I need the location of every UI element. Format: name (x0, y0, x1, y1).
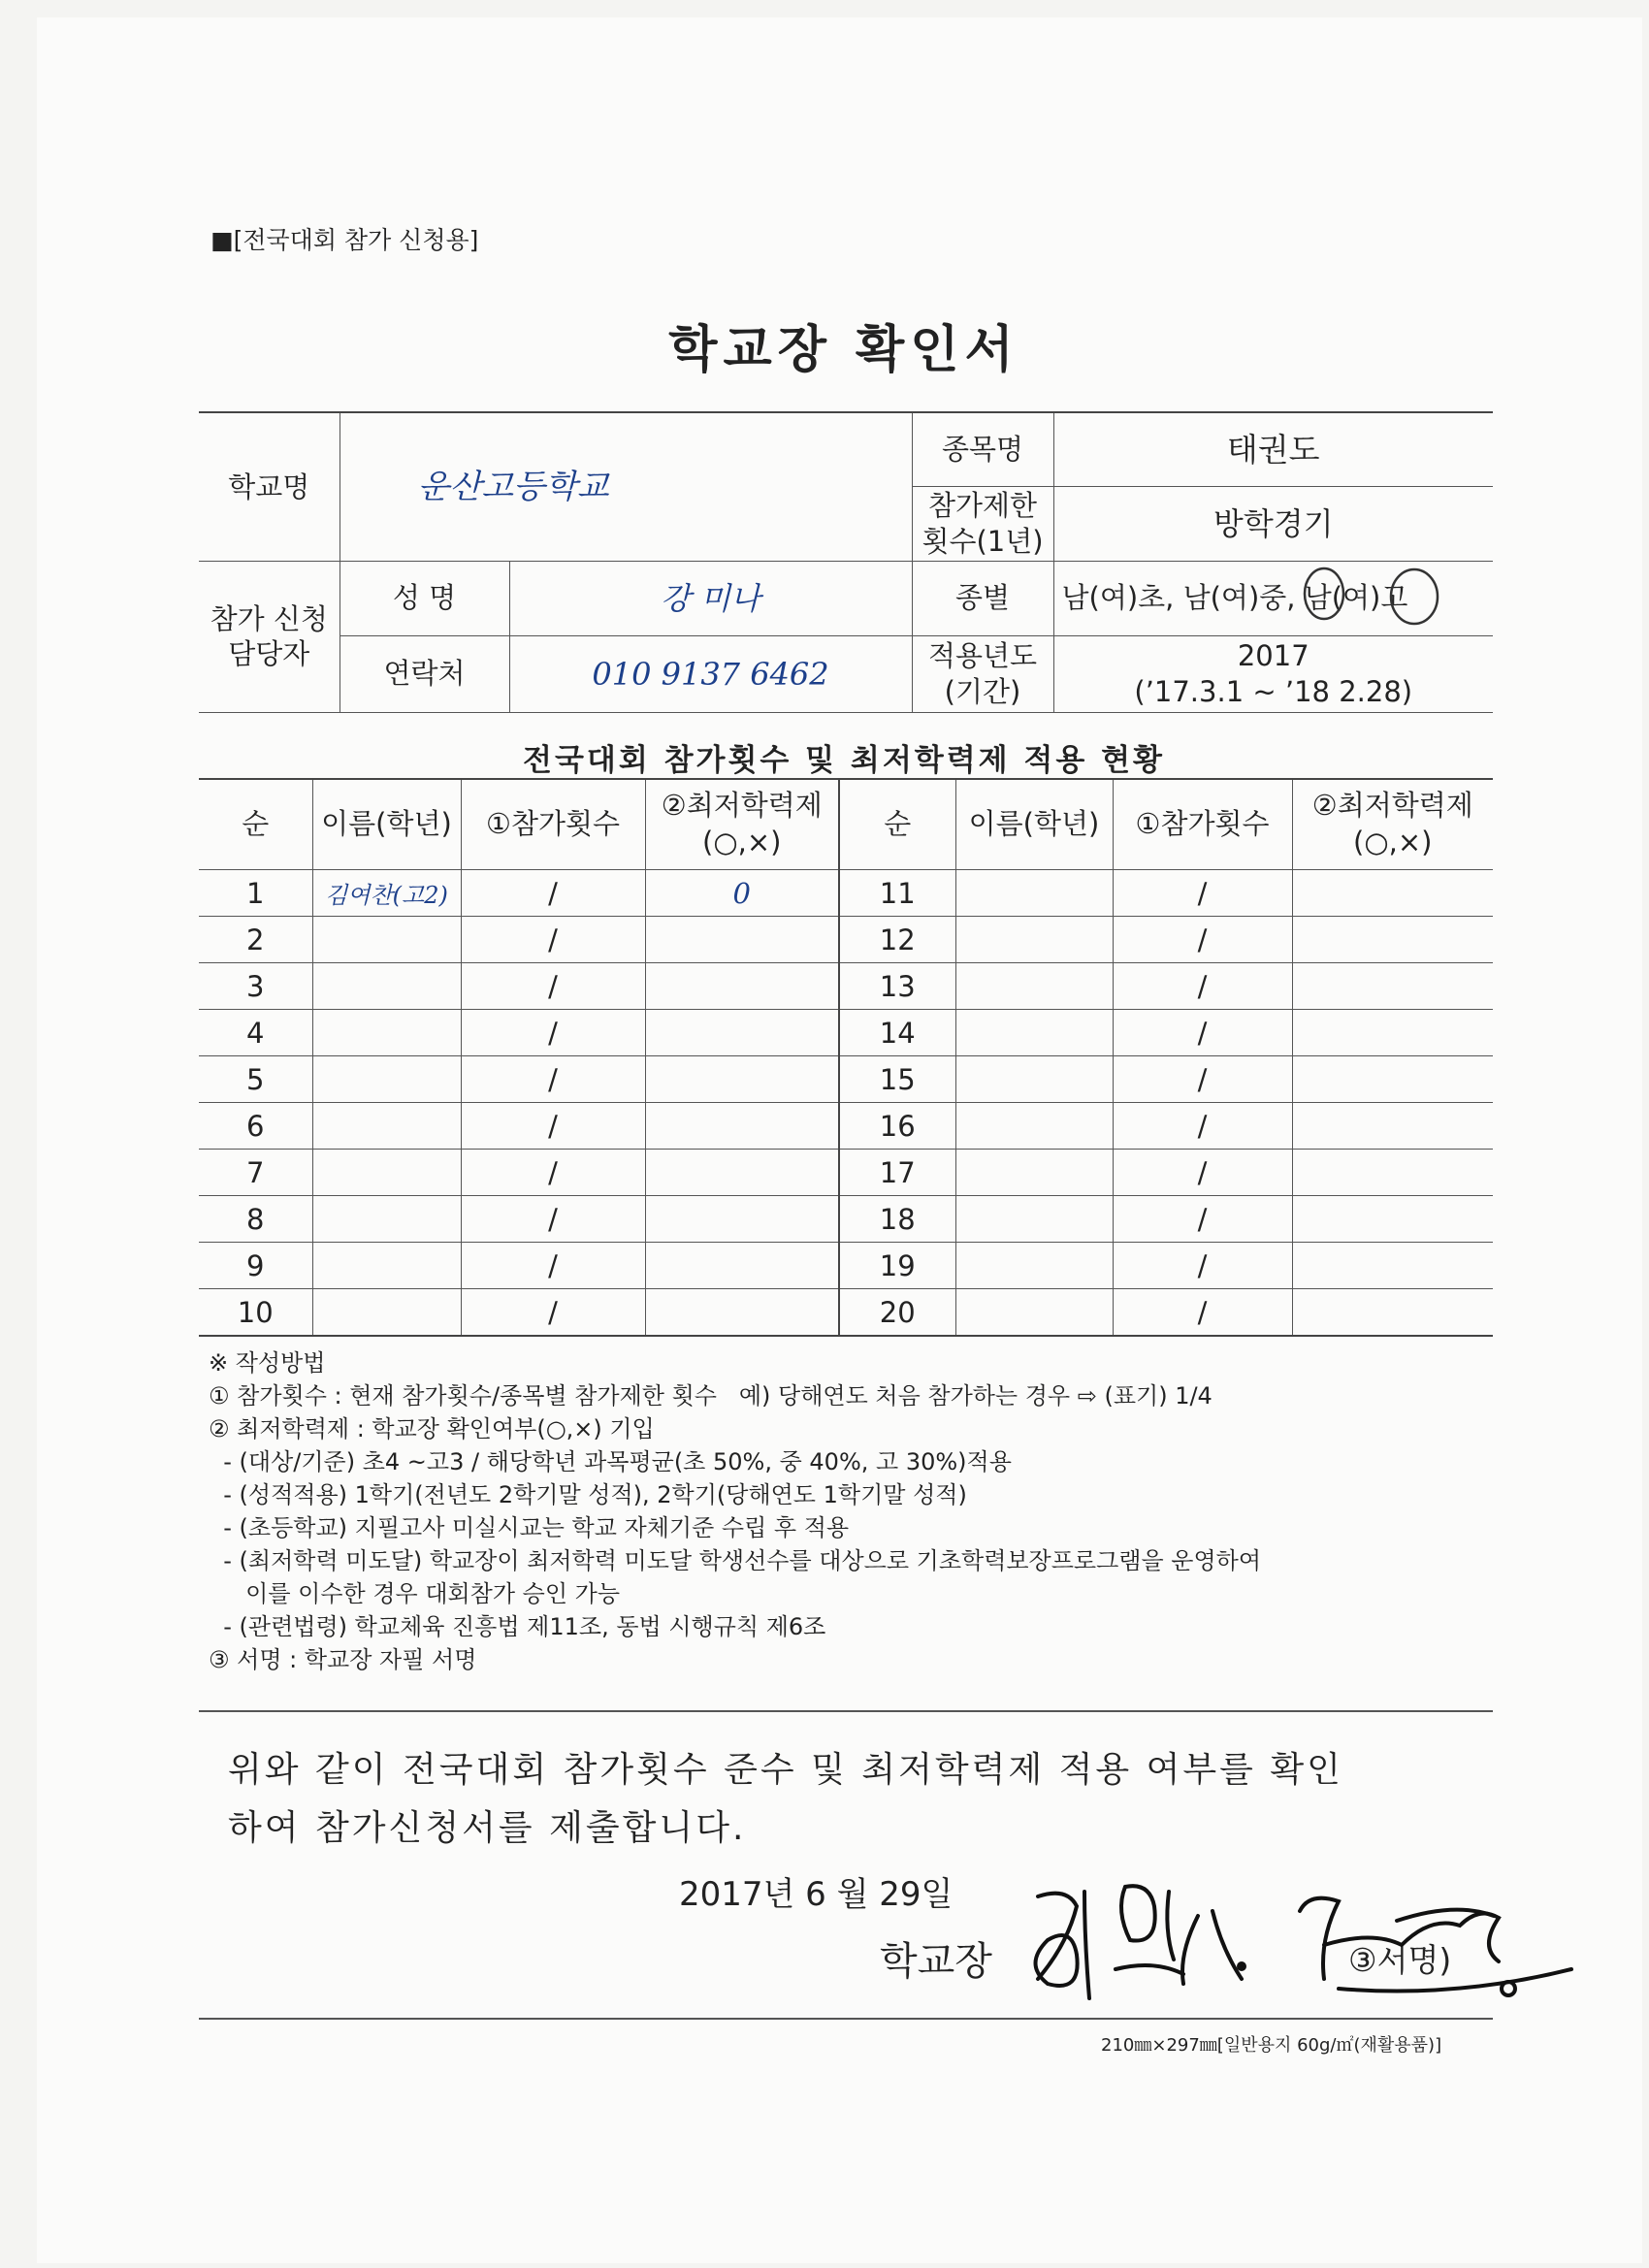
cell-count: / (1113, 963, 1292, 1010)
cell-name (312, 917, 461, 963)
col-header-check: ②최저학력제 (○,×) (645, 779, 839, 870)
statement-line-2: 하여 참가신청서를 제출합니다. (228, 1808, 747, 1848)
cell-check (1292, 1196, 1493, 1243)
cell-no: 12 (839, 917, 955, 963)
cell-no: 13 (839, 963, 955, 1010)
cell-name (312, 1010, 461, 1056)
col-header-count: ①참가횟수 (461, 779, 645, 870)
instruction-line: ※ 작성방법 (209, 1349, 326, 1377)
status-table (199, 778, 1493, 1337)
event-value: 태권도 (1053, 412, 1493, 486)
cell-name (312, 963, 461, 1010)
cell-no: 16 (839, 1103, 955, 1150)
table-row (199, 1243, 1493, 1289)
cell-name (955, 963, 1113, 1010)
name-label: 성 명 (340, 561, 509, 635)
cell-count: / (461, 1289, 645, 1337)
table-row (199, 1056, 1493, 1103)
cell-count: / (1113, 1010, 1292, 1056)
table-row (199, 1150, 1493, 1196)
cell-check (645, 1056, 839, 1103)
cell-no: 2 (199, 917, 312, 963)
cell-count: / (1113, 1196, 1292, 1243)
principal-label: 학교장 (880, 1939, 992, 1984)
limit-value: 방학경기 (1053, 486, 1493, 561)
cell-count: / (461, 917, 645, 963)
cell-count: / (461, 963, 645, 1010)
cell-check (645, 1010, 839, 1056)
cell-count: / (1113, 870, 1292, 917)
instruction-line: - (성적적용) 1학기(전년도 2학기말 성적), 2학기(당해연도 1학기말 성적) (209, 1481, 967, 1508)
cell-check (1292, 917, 1493, 963)
statement-line-1: 위와 같이 전국대회 참가횟수 준수 및 최저학력제 적용 여부를 확인 (228, 1750, 1343, 1790)
cell-no: 19 (839, 1243, 955, 1289)
cell-count: / (1113, 1103, 1292, 1150)
instruction-line: ③ 서명 : 학교장 자필 서명 (209, 1646, 477, 1673)
cell-check (1292, 1150, 1493, 1196)
document-title: 학교장 확인서 (668, 321, 1019, 379)
limit-label: 참가제한 횟수(1년) (912, 486, 1053, 561)
cell-no: 11 (839, 870, 955, 917)
table-row (199, 917, 1493, 963)
year-value: 2017 (1237, 639, 1310, 673)
cell-name (312, 1289, 461, 1337)
cell-no: 1 (199, 870, 312, 917)
cell-check (1292, 1010, 1493, 1056)
cell-check (1292, 1103, 1493, 1150)
cell-check (1292, 870, 1493, 917)
col-header-check: ②최저학력제 (○,×) (1292, 779, 1493, 870)
cell-check (1292, 1056, 1493, 1103)
cell-no: 10 (199, 1289, 312, 1337)
cell-name (312, 1243, 461, 1289)
cell-count: / (1113, 1289, 1292, 1337)
cell-check (645, 1103, 839, 1150)
instruction-line: - (관련법령) 학교체육 진흥법 제11조, 동법 시행규칙 제6조 (209, 1613, 826, 1640)
cell-no: 8 (199, 1196, 312, 1243)
cell-no: 18 (839, 1196, 955, 1243)
table-row (199, 963, 1493, 1010)
cell-no: 15 (839, 1056, 955, 1103)
cell-count: / (461, 1010, 645, 1056)
period-value: (’17.3.1 ~ ’18 2.28) (1134, 674, 1413, 708)
instruction-line: ② 최저학력제 : 학교장 확인여부(○,×) 기입 (209, 1415, 655, 1442)
cell-name (955, 1289, 1113, 1337)
event-label: 종목명 (912, 412, 1053, 486)
cell-no: 4 (199, 1010, 312, 1056)
col-header-no: 순 (199, 779, 312, 870)
cell-no: 20 (839, 1289, 955, 1337)
cell-name (955, 1150, 1113, 1196)
instruction-line: - (초등학교) 지필고사 미실시교는 학교 자체기준 수립 후 적용 (209, 1514, 850, 1541)
cell-no: 5 (199, 1056, 312, 1103)
cell-name (955, 1010, 1113, 1056)
cell-name (312, 1103, 461, 1150)
cell-count: / (461, 1243, 645, 1289)
cell-check (645, 1196, 839, 1243)
cell-name (312, 1196, 461, 1243)
confirmation-statement (228, 1741, 1489, 1858)
cell-name (955, 1196, 1113, 1243)
cell-no: 6 (199, 1103, 312, 1150)
table-row (199, 1289, 1493, 1337)
cell-name (955, 1243, 1113, 1289)
table-row (199, 1103, 1493, 1150)
applicant-label: 참가 신청 담당자 (199, 561, 340, 712)
cell-name (312, 1150, 461, 1196)
year-cell (1053, 635, 1493, 712)
cell-name: 김여찬(고2) (312, 870, 461, 917)
cell-name (955, 1056, 1113, 1103)
footer-divider (199, 2018, 1493, 2020)
cell-count: / (1113, 1056, 1292, 1103)
cell-check (645, 1150, 839, 1196)
status-table-title: 전국대회 참가횟수 및 최저학력제 적용 현황 (523, 743, 1165, 778)
instruction-line: - (최저학력 미도달) 학교장이 최저학력 미도달 학생선수를 대상으로 기초학력보장프로그램을 운영하여 (209, 1547, 1262, 1574)
contact-label: 연락처 (340, 635, 509, 712)
cell-no: 17 (839, 1150, 955, 1196)
divider (199, 1710, 1493, 1712)
col-header-name: 이름(학년) (312, 779, 461, 870)
col-header-no: 순 (839, 779, 955, 870)
cell-count: / (1113, 1150, 1292, 1196)
cell-no: 7 (199, 1150, 312, 1196)
col-header-name: 이름(학년) (955, 779, 1113, 870)
cell-no: 14 (839, 1010, 955, 1056)
applicant-name-value: 강 미나 (509, 561, 912, 635)
school-name-label: 학교명 (199, 412, 340, 561)
cell-no: 3 (199, 963, 312, 1010)
cell-check (645, 1243, 839, 1289)
cell-count: / (461, 1150, 645, 1196)
school-name-value: 운산고등학교 (340, 412, 912, 561)
cell-check (1292, 1243, 1493, 1289)
instruction-line: - (대상/기준) 초4 ~고3 / 해당학년 과목평균(초 50%, 중 40%, 고 30%)적용 (209, 1448, 1012, 1475)
cell-count: / (461, 1196, 645, 1243)
cell-name (955, 870, 1113, 917)
cell-name (955, 917, 1113, 963)
cell-check (645, 917, 839, 963)
table-row (199, 870, 1493, 917)
cell-check (1292, 1289, 1493, 1337)
cell-count: / (461, 1103, 645, 1150)
cell-check: 0 (645, 870, 839, 917)
cell-count: / (1113, 917, 1292, 963)
cell-name (955, 1103, 1113, 1150)
cell-check (645, 1289, 839, 1337)
cell-check (1292, 963, 1493, 1010)
instruction-line: ① 참가횟수 : 현재 참가횟수/종목별 참가제한 횟수 예) 당해연도 처음 참가하는 경우 ⇨ (표기) 1/4 (209, 1382, 1212, 1409)
contact-value: 010 9137 6462 (509, 635, 912, 712)
gender-value: 남(여)초, 남(여)중, 남(여)고 (1053, 561, 1493, 635)
gender-label: 종별 (912, 561, 1053, 635)
cell-name (312, 1056, 461, 1103)
signing-date: 2017년 6 월 29일 (679, 1875, 954, 1914)
cell-count: / (461, 1056, 645, 1103)
sign-label: ③서명) (1348, 1941, 1452, 1979)
cell-count: / (1113, 1243, 1292, 1289)
cell-no: 9 (199, 1243, 312, 1289)
year-label: 적용년도 (기간) (912, 635, 1053, 712)
instruction-line: 이를 이수한 경우 대회참가 승인 가능 (209, 1580, 621, 1607)
writing-instructions (209, 1346, 1499, 1676)
col-header-count: ①참가횟수 (1113, 779, 1292, 870)
cell-count: / (461, 870, 645, 917)
paper-spec: 210㎜×297㎜[일반용지 60g/㎡(재활용품)] (1101, 2035, 1442, 2056)
table-row (199, 1010, 1493, 1056)
table-row (199, 1196, 1493, 1243)
form-header-tag: ■[전국대회 참가 신청용] (210, 226, 479, 254)
cell-check (645, 963, 839, 1010)
info-table (199, 411, 1493, 713)
